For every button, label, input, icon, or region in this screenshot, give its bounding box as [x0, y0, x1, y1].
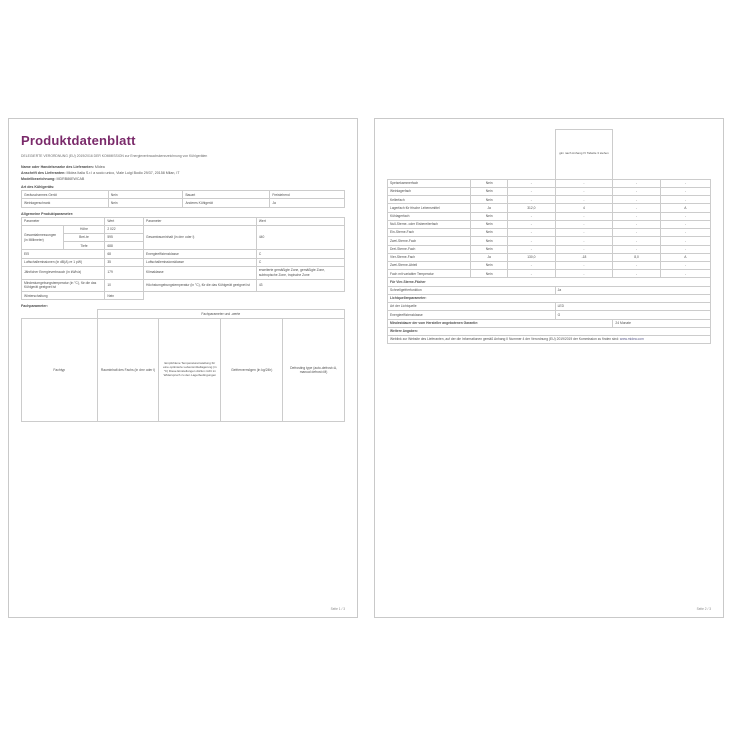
compartment-temp: -: [555, 188, 613, 196]
compartment-parameters-heading: Fachparameter:: [21, 304, 48, 309]
compartment-temp: -: [555, 196, 613, 204]
table-row: [388, 179, 711, 187]
supplier-name-row: [21, 165, 345, 169]
warranty-value: 24 Monate: [613, 319, 711, 327]
annual-energy-label: Jährlicher Energieverbrauch (in kWh/a): [22, 266, 105, 279]
compartment-temp: -: [555, 245, 613, 253]
winter-setting-value: Nein: [105, 292, 144, 300]
compartment-present: Nein: [471, 196, 508, 204]
empty-cell: [613, 130, 660, 180]
table-header-row: [388, 130, 711, 180]
cell-value: Nein: [108, 199, 183, 207]
compartment-volume: -: [508, 270, 555, 278]
defrosting-type-header: Defrosting type (auto-defrost=A, manual defrost=M): [283, 318, 345, 422]
cell-value: Ja: [270, 199, 345, 207]
cell-value: Freistehend: [270, 191, 345, 199]
max-temp-label: Höchstumgebungstemperatur (in °C), für die das Kühlgerät geeignet ist: [144, 279, 257, 292]
eei-value: 68: [105, 250, 144, 258]
compartment-group-header: Fachparameter und -werte: [97, 310, 344, 318]
compartment-type-header: Fachtyp: [22, 318, 98, 422]
compartment-defrost: -: [660, 212, 710, 220]
table-row: [22, 199, 345, 207]
page-footer-1: Seite 1 / 3: [330, 607, 345, 611]
light-source-heading: Lichtquellenparameter:: [388, 294, 711, 302]
dimension-value: 595: [105, 233, 144, 241]
compartment-freezing: -: [613, 237, 660, 245]
compartment-defrost: -: [660, 179, 710, 187]
table-header-row: [22, 217, 345, 225]
compartment-volume: -: [508, 220, 555, 228]
light-energy-class-value: G: [555, 311, 710, 319]
annex-note-header: gim nach Anhang IV Tabelle 3 stehen: [555, 130, 613, 180]
light-type-value: LED: [555, 303, 710, 311]
compartment-present: Nein: [471, 229, 508, 237]
supplier-address-label: Anschrift des Lieferanten:: [21, 171, 66, 176]
supplier-address-row: [21, 171, 345, 175]
table-row: [22, 250, 345, 258]
compartment-volume: -: [508, 179, 555, 187]
col-header-parameter-2: Parameter: [144, 217, 257, 225]
compartment-freezing: -: [613, 229, 660, 237]
table-row: [388, 220, 711, 228]
compartment-defrost: A: [660, 204, 710, 212]
empty-cell: [388, 130, 471, 180]
empty-cell: [660, 130, 710, 180]
supplier-name-value: Midea: [94, 165, 105, 170]
compartment-temp: -: [555, 237, 613, 245]
compartment-name: Speisekammerfach: [388, 179, 471, 187]
cell-label: Anderes Kühlgerät: [183, 199, 270, 207]
compartment-name: Fach mit variabler Temperatur: [388, 270, 471, 278]
eei-label: EEI: [22, 250, 105, 258]
supplier-address-value: Midea Italia S.r.l a socio unico, Viale Luigi Bodio 29/37, 20158 Milan, IT: [66, 171, 180, 176]
compartment-freezing: -: [613, 204, 660, 212]
table-row: [22, 292, 345, 300]
compartment-temp: -: [555, 220, 613, 228]
recommended-temp-header: Empfohlene Temperatureinstellung für eine optimierte Lebensmittellagerung (in °C) Diese Einstellungen dürfen nicht im Widerspruch zu den Lagerbedingungen: [159, 318, 221, 422]
compartment-volume: -: [508, 188, 555, 196]
cell-value: Nein: [108, 191, 183, 199]
dimensions-label: Gesamtabmessungen (in Millimeter): [22, 225, 64, 250]
total-volume-value: 440: [256, 225, 344, 250]
compartment-name: Kellerfach: [388, 196, 471, 204]
compartment-name: Drei-Sterne-Fach: [388, 245, 471, 253]
compartment-freezing: 8,0: [613, 253, 660, 261]
table-row: [388, 319, 711, 327]
compartment-defrost: -: [660, 270, 710, 278]
compartment-defrost: -: [660, 261, 710, 269]
table-row: [388, 270, 711, 278]
compartment-freezing: -: [613, 270, 660, 278]
compartment-defrost: -: [660, 245, 710, 253]
appliance-type-table: [21, 190, 345, 207]
compartment-present: Nein: [471, 212, 508, 220]
compartment-present: Ja: [471, 204, 508, 212]
compartment-defrost: -: [660, 188, 710, 196]
compartment-present: Nein: [471, 270, 508, 278]
fast-freeze-value: Ja: [555, 286, 710, 294]
regulation-subtitle: DELEGIERTE VERORDNUNG (EU) 2019/2016 DER KOMMISSION zur Energieverbrauchskennzeichnung von Kühlgeräten: [21, 154, 208, 158]
compartment-temp: 4: [555, 204, 613, 212]
compartment-temp: -: [555, 229, 613, 237]
compartment-temp: -: [555, 261, 613, 269]
table-row: [388, 204, 711, 212]
table-row: [388, 261, 711, 269]
compartment-name: Weinlagerfach: [388, 188, 471, 196]
compartment-defrost: -: [660, 237, 710, 245]
compartment-present: Ja: [471, 253, 508, 261]
table-row: [22, 318, 345, 422]
compartment-freezing: -: [613, 188, 660, 196]
compartment-present: Nein: [471, 261, 508, 269]
further-info-text: Weblink zur Website des Lieferanten, auf der die Informationen gemäß Anhang II Nummer 4 der Verordnung (EU) 2019/2019 der Kommission zu finden sind:: [390, 337, 619, 342]
compartment-freezing: -: [613, 245, 660, 253]
light-type-label: Art der Lichtquelle: [388, 303, 556, 311]
table-row: [388, 188, 711, 196]
table-row: [388, 303, 711, 311]
compartment-present: Nein: [471, 220, 508, 228]
table-row: [22, 225, 345, 233]
compartment-temp: -: [555, 212, 613, 220]
compartment-freezing: -: [613, 220, 660, 228]
compartment-defrost: -: [660, 196, 710, 204]
col-header-value-2: Wert: [256, 217, 344, 225]
empty-cell: [256, 292, 344, 300]
compartment-temp: -18: [555, 253, 613, 261]
supplier-name-label: Name oder Handelsmarke des Lieferanten:: [21, 165, 94, 170]
table-row: [388, 237, 711, 245]
model-value: MDRB86EWCAB: [56, 177, 85, 182]
warranty-label: Mindestdauer der vom Hersteller angebotenen Garantie:: [388, 319, 613, 327]
compartment-values-table: [387, 129, 711, 344]
cell-label: Bauart: [183, 191, 270, 199]
compartment-freezing: -: [613, 212, 660, 220]
min-temp-value: 10: [105, 279, 144, 292]
compartment-name: Zwei-Sterne-Fach: [388, 237, 471, 245]
compartment-name: Zwei-Sterne-Abteil: [388, 261, 471, 269]
table-row: [388, 335, 711, 343]
light-energy-class-label: Energieeffizienzklasse: [388, 311, 556, 319]
max-temp-value: 43: [256, 279, 344, 292]
compartment-volume: -: [508, 245, 555, 253]
compartment-name: Kühlagerfach: [388, 212, 471, 220]
empty-cell: [508, 130, 555, 180]
climate-class-value: erweiterte gemäßigte Zone, gemäßigte Zone, subtropische Zone, tropische Zone: [256, 266, 344, 279]
compartment-volume: 312,0: [508, 204, 555, 212]
model-label: Modellbezeichnung:: [21, 177, 56, 182]
compartment-volume: -: [508, 196, 555, 204]
compartment-temp: -: [555, 270, 613, 278]
compartment-name: Null-Sterne- oder Eisbereiterfach: [388, 220, 471, 228]
table-section-row: [388, 327, 711, 335]
table-row: [22, 266, 345, 279]
compartment-volume-header: Rauminhalt des Fachs (in dm³ oder l): [97, 318, 159, 422]
compartment-defrost: A: [660, 253, 710, 261]
further-info-text-cell: [388, 335, 711, 343]
table-row: [22, 279, 345, 292]
dimension-name: Tiefe: [63, 242, 105, 250]
compartment-volume: -: [508, 261, 555, 269]
compartment-freezing: -: [613, 179, 660, 187]
table-section-row: [388, 294, 711, 302]
compartment-name: Vier-Sterne-Fach: [388, 253, 471, 261]
table-row: [388, 311, 711, 319]
product-datasheet-page-2: [374, 118, 724, 618]
compartment-name: Ein-Sterne-Fach: [388, 229, 471, 237]
compartment-present: Nein: [471, 237, 508, 245]
fast-freeze-label: Schnellgefrierfunktion: [388, 286, 556, 294]
page-footer-2: Seite 2 / 3: [696, 607, 711, 611]
col-header-value: Wert: [105, 217, 144, 225]
compartment-present: Nein: [471, 188, 508, 196]
table-row: [388, 245, 711, 253]
energy-class-value: C: [256, 250, 344, 258]
noise-class-value: C: [256, 258, 344, 266]
compartment-freezing: -: [613, 196, 660, 204]
empty-cell: [471, 130, 508, 180]
compartment-present: Nein: [471, 245, 508, 253]
table-row: [388, 253, 711, 261]
table-row: [388, 229, 711, 237]
compartment-volume: -: [508, 212, 555, 220]
col-header-parameter: Parameter: [22, 217, 105, 225]
product-datasheet-page-1: [8, 118, 358, 618]
compartment-volume: -: [508, 237, 555, 245]
compartment-temp: -: [555, 179, 613, 187]
dimension-name: Brei-te: [63, 233, 105, 241]
appliance-type-heading: Art des Kühlgeräts:: [21, 185, 55, 190]
empty-cell: [22, 310, 98, 318]
table-row: [22, 191, 345, 199]
compartment-defrost: -: [660, 220, 710, 228]
annual-energy-value: 179: [105, 266, 144, 279]
empty-cell: [144, 292, 257, 300]
cell-label: Weinlagerschrank: [22, 199, 109, 207]
compartment-defrost: -: [660, 229, 710, 237]
noise-value: 35: [105, 258, 144, 266]
table-header-row: [22, 310, 345, 318]
min-temp-label: Mindestumgebungstemperatur (in °C), für die das Kühlgerät geeignet ist: [22, 279, 105, 292]
compartment-volume: 130,0: [508, 253, 555, 261]
supplier-website-link[interactable]: www.midea.com: [619, 337, 644, 342]
dimension-value: 688: [105, 242, 144, 250]
general-parameters-heading: Allgemeine Produktparameter:: [21, 211, 74, 216]
further-info-heading: Weitere Angaben:: [388, 327, 711, 335]
page-title: Produktdatenblatt: [21, 133, 136, 148]
general-parameters-table: [21, 217, 345, 301]
total-volume-label: Gesamtrauminhalt (in dm³ oder l): [144, 225, 257, 250]
noise-class-label: Luftschallemissionsklasse: [144, 258, 257, 266]
freezing-capacity-header: Gefriervermögen (in kg/24h): [221, 318, 283, 422]
four-star-heading: Für Vier-Sterne-Fächer: [388, 278, 711, 286]
table-row: [388, 196, 711, 204]
compartment-name: Lagerfach für frische Lebensmittel: [388, 204, 471, 212]
model-row: [21, 177, 345, 181]
energy-class-label: Energieeffizienzklasse: [144, 250, 257, 258]
table-row: [388, 212, 711, 220]
noise-label: Luftschallemissionen (in dB(A) re 1 pW): [22, 258, 105, 266]
table-section-row: [388, 278, 711, 286]
compartment-volume: -: [508, 229, 555, 237]
climate-class-label: Klimaklasse: [144, 266, 257, 279]
table-row: [388, 286, 711, 294]
cell-label: Geräuscharmes Gerät: [22, 191, 109, 199]
compartment-parameters-table: [21, 309, 345, 422]
winter-setting-label: Winterschaltung: [22, 292, 105, 300]
compartment-present: Nein: [471, 179, 508, 187]
dimension-value: 2 022: [105, 225, 144, 233]
dimension-name: Höhe: [63, 225, 105, 233]
table-row: [22, 258, 345, 266]
compartment-freezing: -: [613, 261, 660, 269]
